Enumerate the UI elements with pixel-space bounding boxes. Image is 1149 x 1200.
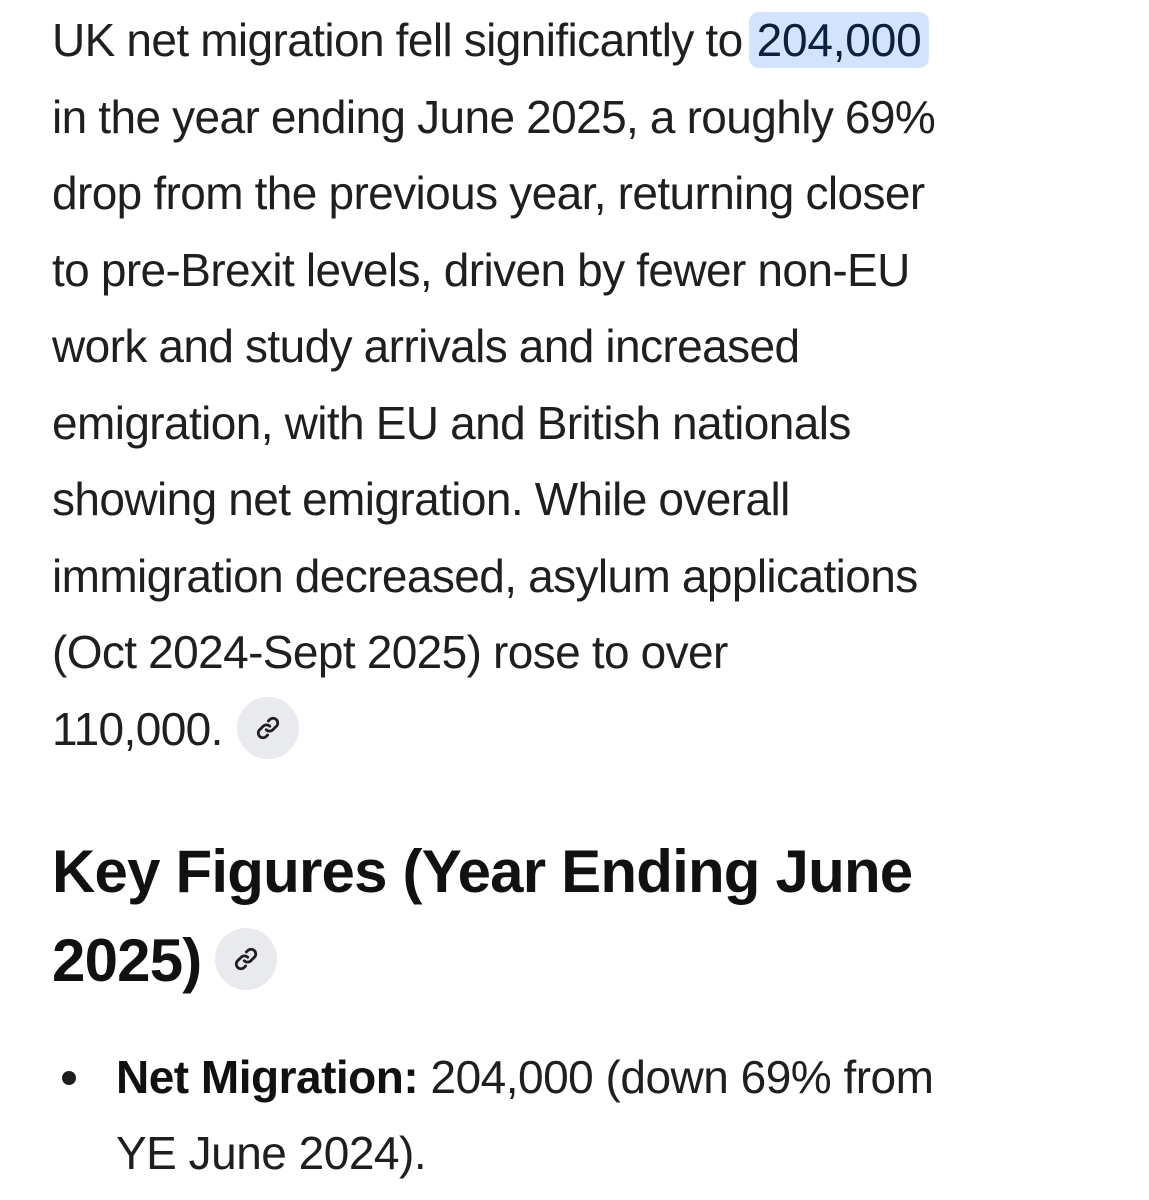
summary-line: (Oct 2024-Sept 2025) rose to over <box>52 626 728 678</box>
link-icon <box>254 714 282 742</box>
bullet-icon <box>62 1071 76 1085</box>
summary-text: UK net migration fell significantly to <box>52 14 743 66</box>
summary-line: to pre-Brexit levels, driven by fewer non-EU <box>52 243 910 296</box>
summary-line: in the year ending June 2025, a roughly 69% <box>52 90 936 143</box>
key-figures-list <box>52 1005 1112 1191</box>
heading-text: 2025) <box>52 927 202 994</box>
summary-line: emigration, with EU and British nationals <box>52 396 851 449</box>
summary-line: work and study arrivals and increased <box>52 320 800 372</box>
heading-line: Key Figures (Year Ending June <box>52 838 913 905</box>
highlighted-figure[interactable]: 204,000 <box>749 12 930 68</box>
link-icon <box>232 945 260 973</box>
list-item-text: 204,000 (down 69% from <box>418 1051 934 1103</box>
list-item-line: YE June 2024). <box>116 1127 427 1179</box>
heading-link-button[interactable] <box>215 928 277 990</box>
summary-line: showing net emigration. While overall <box>52 473 790 525</box>
response-content <box>52 0 1112 1191</box>
section-heading <box>52 767 1112 1005</box>
list-item-line <box>116 1039 1112 1115</box>
summary-paragraph <box>52 0 1112 767</box>
summary-line <box>52 691 1112 768</box>
summary-text: 110,000. <box>52 702 223 755</box>
list-item-label: Net Migration: <box>116 1051 419 1103</box>
summary-line: drop from the previous year, returning closer <box>52 167 925 219</box>
heading-line <box>52 916 1112 1005</box>
list-item <box>52 1039 1112 1191</box>
summary-line <box>52 2 1112 79</box>
summary-line: immigration decreased, asylum applications <box>52 549 918 602</box>
source-link-button[interactable] <box>237 697 299 759</box>
